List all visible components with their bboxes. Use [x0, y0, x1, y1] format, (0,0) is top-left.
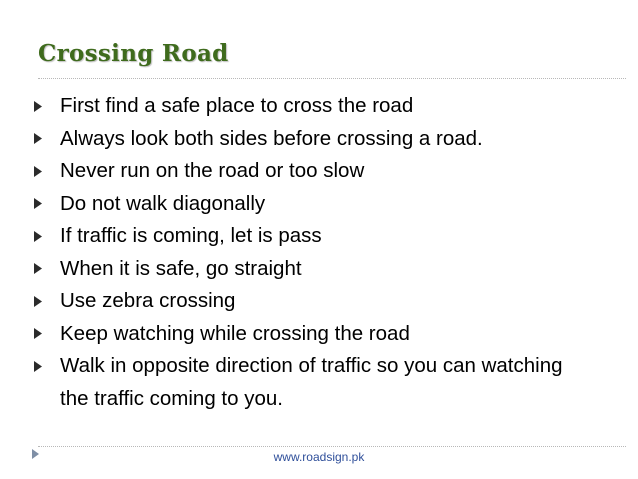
bullet-text: Never run on the road or too slow — [60, 159, 365, 182]
bullet-text: Keep watching while crossing the road — [60, 321, 410, 345]
bullet-item — [34, 123, 614, 156]
bullet-item — [34, 285, 614, 318]
slide-title: Crossing Road — [38, 40, 229, 67]
bullet-item — [34, 253, 614, 286]
triangle-right-icon — [34, 188, 60, 221]
bullet-item — [34, 188, 614, 221]
triangle-right-icon — [34, 285, 60, 318]
triangle-right-icon — [34, 220, 60, 253]
bullet-text: First find a safe place to cross the road — [60, 94, 414, 117]
triangle-right-icon — [34, 350, 60, 383]
bullet-text: Always look both sides before crossing a road. — [60, 126, 483, 150]
bullet-text: Walk in opposite direction of traffic so you can watching the traffic coming to you. — [60, 354, 563, 410]
footer-divider — [38, 446, 626, 447]
bullet-item — [34, 350, 614, 415]
triangle-right-icon — [34, 318, 60, 351]
triangle-right-icon — [34, 90, 60, 123]
bullet-text: Use zebra crossing — [60, 289, 236, 312]
title-divider — [38, 78, 626, 79]
bullet-item — [34, 90, 614, 123]
bullet-text: Do not walk diagonally — [60, 191, 266, 215]
triangle-right-icon — [34, 155, 60, 188]
bullet-item — [34, 318, 614, 351]
bullet-text: When it is safe, go straight — [60, 256, 302, 280]
footer-website: www.roadsign.pk — [273, 450, 365, 464]
bullet-text: If traffic is coming, let is pass — [60, 224, 322, 247]
bullet-item — [34, 155, 614, 188]
bullet-list — [34, 90, 614, 415]
bullet-item — [34, 220, 614, 253]
triangle-right-icon — [34, 253, 60, 286]
triangle-right-icon — [34, 123, 60, 156]
